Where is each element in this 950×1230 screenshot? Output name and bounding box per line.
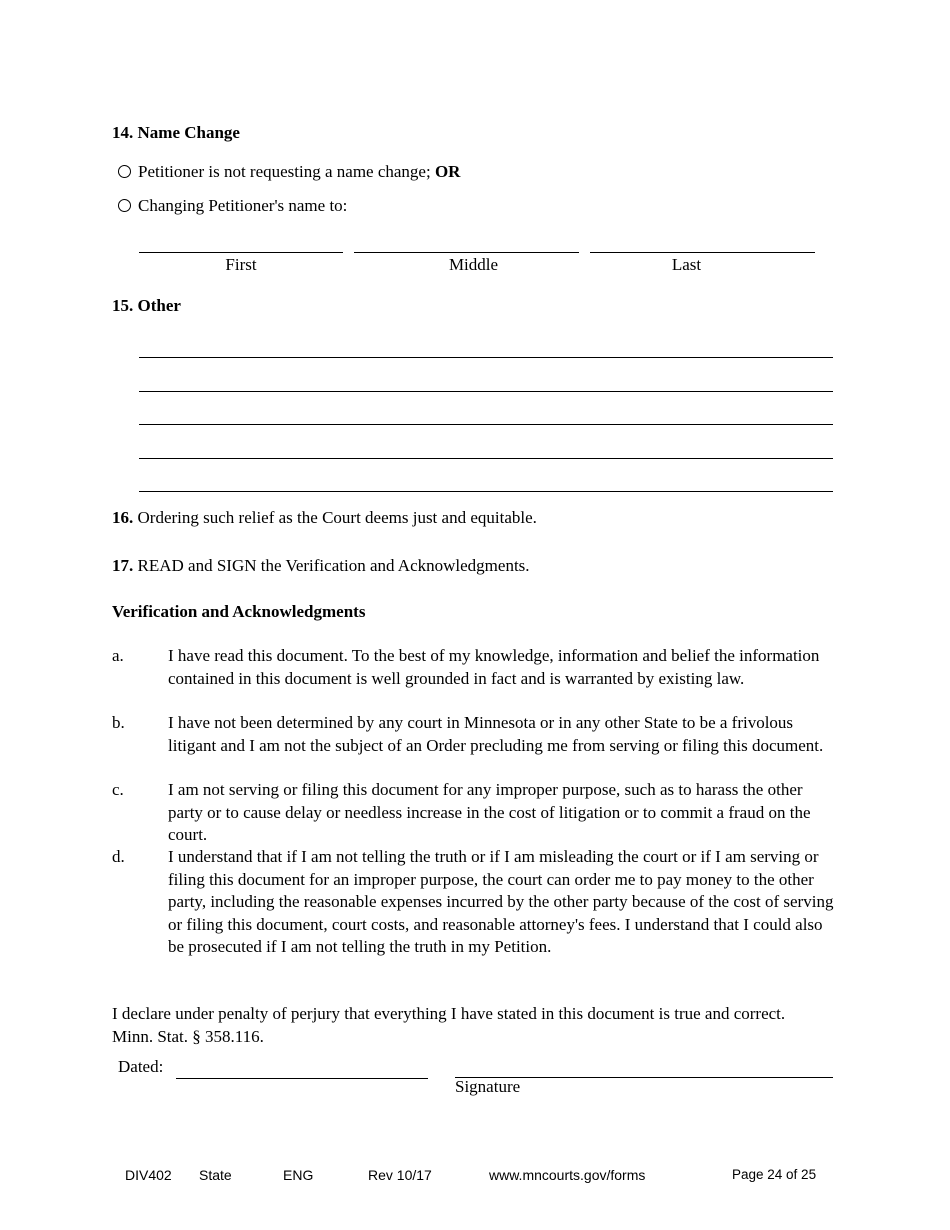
radio-button-icon[interactable] — [118, 165, 131, 178]
section-17 — [112, 556, 530, 576]
item-letter: b. — [112, 713, 125, 732]
verification-heading: Verification and Acknowledgments — [112, 602, 366, 621]
item-text: I am not serving or filing this document for any improper purpose, such as to harass the other party or to cause delay or needless increase in the cost of litigation or to commit a fraud on the court. — [168, 780, 811, 844]
footer-revision: Rev 10/17 — [368, 1167, 432, 1183]
item-letter: d. — [112, 847, 125, 866]
item-letter: c. — [112, 780, 124, 799]
or-label: OR — [434, 162, 461, 181]
footer-language: ENG — [283, 1167, 314, 1183]
footer-form-id: DIV402 — [125, 1167, 172, 1183]
footer-jurisdiction: State — [199, 1167, 232, 1183]
middle-name-field[interactable] — [354, 252, 579, 253]
item-text: I understand that if I am not telling the truth or if I am misleading the court or if I am serving or filing this document for an improper purpose, the court can order me to pay money to the other party, including the reasonable expenses incurred by the other party because of the cost of serving or filing this document, court costs, and reasonable attorney's fees. I understand that I could also be prosecuted if I am not telling the truth in my Petition. — [168, 847, 834, 956]
change-name-label: Changing Petitioner's name to: — [138, 196, 348, 215]
first-name-caption: First — [225, 255, 257, 274]
perjury-declaration: I declare under penalty of perjury that everything I have stated in this document is true and correct. Minn. Stat. § 358.116. — [112, 1004, 786, 1046]
signature-caption: Signature — [455, 1077, 521, 1096]
section-17-number: 17. — [112, 556, 134, 575]
last-name-caption: Last — [671, 255, 702, 274]
no-name-change-option[interactable] — [118, 162, 460, 182]
section-16-text: Ordering such relief as the Court deems just and equitable. — [133, 508, 537, 527]
middle-name-caption: Middle — [448, 255, 499, 274]
item-text: I have read this document. To the best of my knowledge, information and belief the information contained in this document is well grounded in fact and is warranted by existing law. — [168, 646, 820, 688]
section-14-heading: 14. Name Change — [112, 123, 240, 142]
other-line-5[interactable] — [139, 491, 833, 492]
last-name-field[interactable] — [590, 252, 815, 253]
other-line-1[interactable] — [139, 357, 833, 358]
section-15-heading: 15. Other — [112, 296, 181, 315]
first-name-field[interactable] — [139, 252, 343, 253]
other-line-3[interactable] — [139, 424, 833, 425]
no-name-change-label: Petitioner is not requesting a name change; — [138, 162, 435, 181]
section-17-text: READ and SIGN the Verification and Acknowledgments. — [133, 556, 530, 575]
radio-button-icon[interactable] — [118, 199, 131, 212]
footer-page-number: Page 24 of 25 — [732, 1167, 817, 1182]
section-16-number: 16. — [112, 508, 134, 527]
item-text: I have not been determined by any court in Minnesota or in any other State to be a frivolous litigant and I am not the subject of an Order precluding me from serving or filing this document. — [168, 713, 824, 755]
change-name-option[interactable] — [118, 196, 347, 216]
section-16 — [112, 508, 537, 528]
other-line-4[interactable] — [139, 458, 833, 459]
other-line-2[interactable] — [139, 391, 833, 392]
dated-label: Dated: — [118, 1057, 164, 1076]
item-letter: a. — [112, 646, 124, 665]
footer-website[interactable]: www.mncourts.gov/forms — [489, 1167, 646, 1183]
dated-field[interactable] — [176, 1078, 428, 1079]
